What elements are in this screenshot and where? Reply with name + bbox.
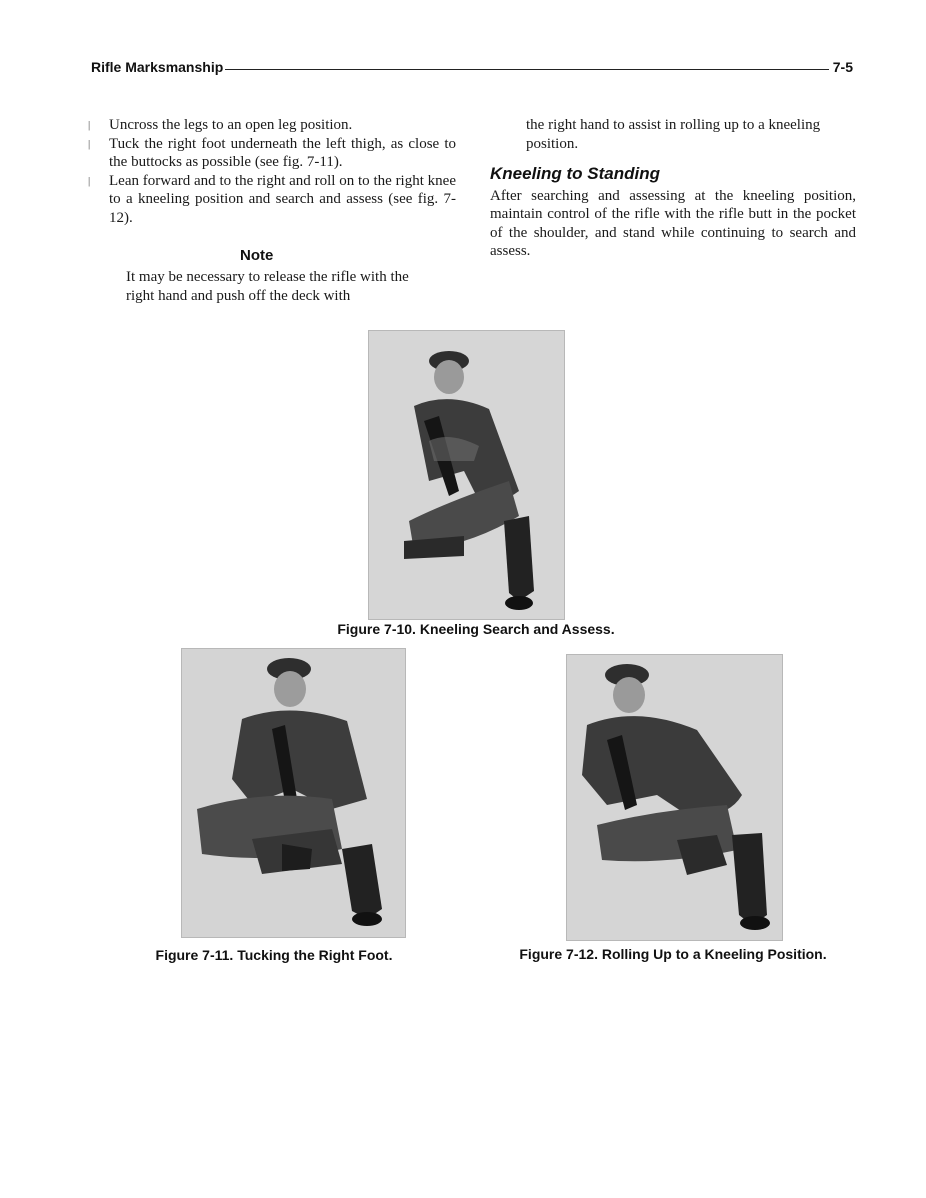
page-number: 7-5 <box>829 59 853 75</box>
bullet-mark-icon: | <box>88 174 91 187</box>
bullet-mark-icon: | <box>88 119 91 131</box>
list-item: | Lean forward and to the right and roll on to the right knee to a kneeling position and search and assess (see fig. 7-12). <box>88 172 456 226</box>
sitting-soldier-icon <box>182 649 405 937</box>
list-item: | Tuck the right foot underneath the left thigh, as close to the buttocks as possible (see fig. 7-11). <box>88 135 456 170</box>
note-text: It may be necessary to release the rifle with the right hand and push off the deck with <box>126 269 409 304</box>
right-column <box>490 116 856 261</box>
kneeling-soldier-icon <box>369 331 564 619</box>
section-heading: Kneeling to Standing <box>490 164 660 183</box>
section-paragraph: After searching and assessing at the kneeling position, maintain control of the rifle with the rifle butt in the pocket of the shoulder, and stand while continuing to search and assess. <box>490 187 856 259</box>
chapter-title: Rifle Marksmanship <box>91 59 224 75</box>
figure-7-10-caption: Figure 7-10. Kneeling Search and Assess. <box>337 621 615 637</box>
note-heading: Note <box>240 247 274 264</box>
running-header <box>91 59 853 79</box>
rolling-soldier-icon <box>567 655 782 940</box>
figure-7-11-photo <box>181 648 406 938</box>
figure-7-12-photo <box>566 654 783 941</box>
step-list <box>88 116 456 227</box>
left-column <box>88 116 456 227</box>
list-item: | Uncross the legs to an open leg position. <box>88 117 353 133</box>
figure-7-12-caption: Figure 7-12. Rolling Up to a Kneeling Position. <box>519 946 827 962</box>
note-continuation: the right hand to assist in rolling up to a kneeling position. <box>526 117 821 152</box>
figure-7-11-caption: Figure 7-11. Tucking the Right Foot. <box>155 947 393 963</box>
figure-7-10-photo <box>368 330 565 620</box>
bullet-mark-icon: | <box>88 137 91 150</box>
